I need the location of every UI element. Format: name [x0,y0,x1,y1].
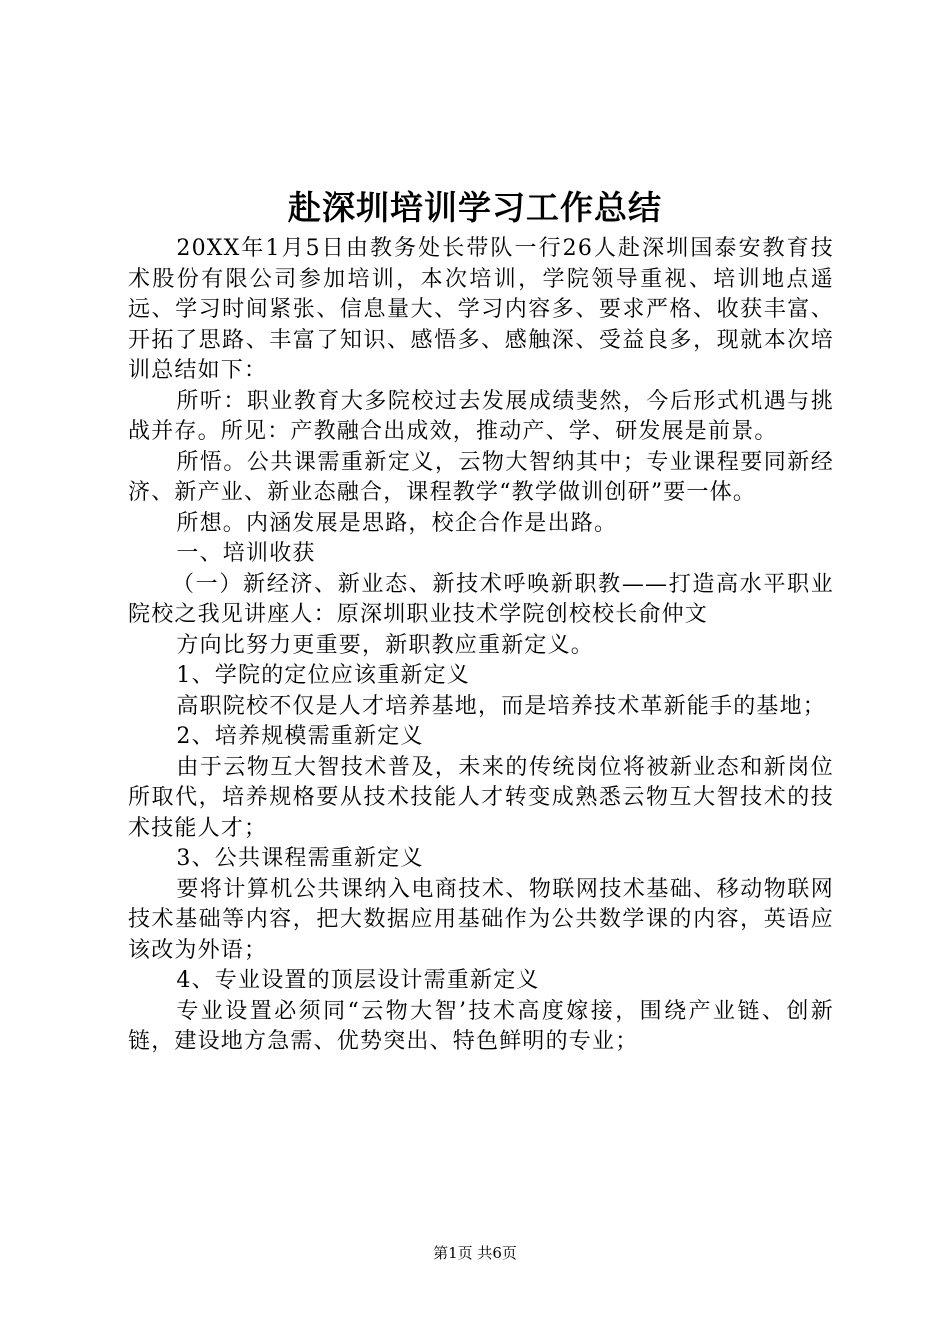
subsection-heading-lecture: （一）新经济、新业态、新技术呼唤新职教——打造高水平职业院校之我见讲座人：原深圳职业技术学院创校校长俞仲文 [128,571,834,627]
item-heading-2: 2、培养规模需重新定义 [176,724,424,749]
item-heading-1: 1、学院的定位应该重新定义 [176,663,470,688]
paragraph-thought: 所想。内涵发展是思路，校企合作是出路。 [176,510,618,536]
paragraph-intro: 20XX年1月5日由教务处长带队一行26人赴深圳国泰安教育技术股份有限公司参加培训，本次培训，学院领导重视、培训地点遥远、学习时间紧张、信息量大、学习内容多、要求严格、收获丰富、开拓了思路、丰富了知识、感悟多、感触深、受益良多，现就本次培训总结如下： [128,236,834,383]
page-footer: 第1页 共6页 [433,1244,517,1262]
item-heading-3: 3、公共课程需重新定义 [176,846,424,871]
document-title: 赴深圳培训学习工作总结 [288,188,662,227]
document-body [128,234,834,1058]
paragraph-realized: 所悟。公共课需重新定义，云物大智纳其中；专业课程要同新经济、新产业、新业态融合，课程教学“教学做训创研”要一体。 [128,449,834,505]
paragraph-direction: 方向比努力更重要，新职教应重新定义。 [176,632,594,658]
paragraph-heard: 所听：职业教育大多院校过去发展成绩斐然，今后形式机遇与挑战并存。所见：产教融合出成效，推动产、学、研发展是前景。 [128,388,834,444]
item-text-1: 高职院校不仅是人才培养基地，而是培养技术革新能手的基地； [176,693,826,719]
section-heading-gains: 一、培训收获 [176,541,316,566]
item-text-3: 要将计算机公共课纳入电商技术、物联网技术基础、移动物联网技术基础等内容，把大数据应用基础作为公共数学课的内容，英语应该改为外语； [128,876,834,963]
item-text-2: 由于云物互大智技术普及，未来的传统岗位将被新业态和新岗位所取代，培养规格要从技术技能人才转变成熟悉云物互大智技术的技术技能人才； [128,754,834,841]
item-heading-4: 4、专业设置的顶层设计需重新定义 [176,968,540,993]
item-text-4: 专业设置必须同“云物大智’技术高度嫁接，围绕产业链、创新链，建设地方急需、优势突出、特色鲜明的专业； [128,998,834,1054]
